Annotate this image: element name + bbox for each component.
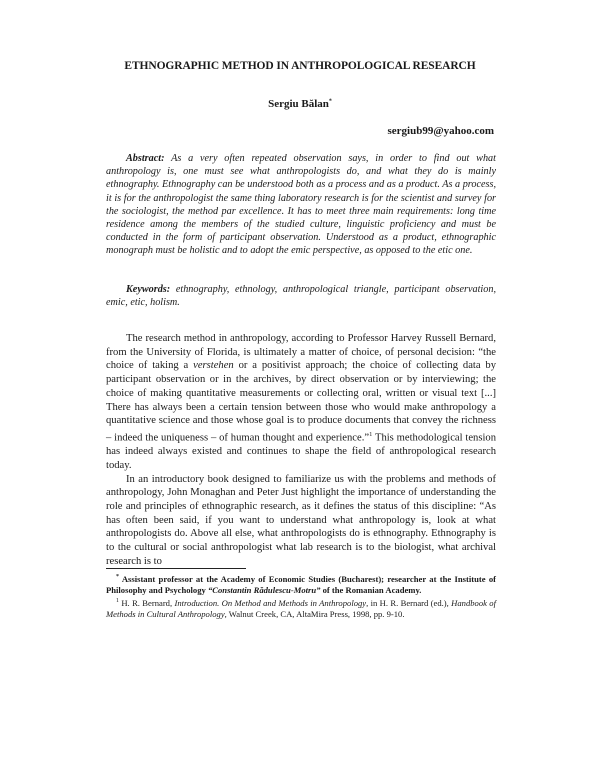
footnote-star-text-b: of the Romanian Academy. <box>320 584 422 595</box>
abstract <box>106 152 496 258</box>
author-line <box>100 98 500 110</box>
footnote-star-text-a: Assistant professor at the Academy of Economic Studies (Bucharest); researcher at the Institute of Philosophy and Psychology <box>106 573 496 595</box>
keywords-label: Keywords: <box>126 284 171 295</box>
para1-italic: verstehen <box>193 360 234 372</box>
body-text <box>106 332 496 568</box>
footnote-rule <box>106 568 246 569</box>
footnote-1-text-c: , Walnut Creek, CA, AltaMira Press, 1998, pp. 9-10. <box>224 609 405 620</box>
footnote-author <box>106 572 496 595</box>
footnote-1 <box>106 596 496 619</box>
keywords-text: ethnography, ethnology, anthropological triangle, participant observation, emic, etic, holism. <box>106 284 497 309</box>
author-email: sergiub99@yahoo.com <box>387 125 494 137</box>
footnote-1-italic-1: Introduction. On Method and Methods in Anthropology <box>174 598 367 609</box>
para1-text-b: or a positivist approach; the choice of collecting data by participant observation or in the archives, by direct observation or by interviewing; the choice of making quantitative measurements or collecting oral, written or visual text [...] There has always been a certain tension between those who would make anthropology a quantitative science and those whose goal is to produce documents that convey the richness – indeed the uniqueness – of human thought and experience.” <box>106 360 497 444</box>
keywords <box>106 283 496 309</box>
footnote-star-mark: * <box>116 574 119 580</box>
footnote-ref-1: 1 <box>369 430 373 438</box>
footnote-star-italic: “Constantin Rădulescu-Motru” <box>207 584 321 595</box>
abstract-text: As a very often repeated observation says, in order to find out what anthropology is, one must see what anthropologists do, and what they do is mainly ethnography. Ethnography can be understood both as a process and as a product. As a process, it is for the anthropologist the same thing laboratory research is for the scientist and survey for the sociologist, the method par excellence. It has to meet three main requirements: long time residence among the members of the studied culture, linguistic proficiency and must be conducted in the form of participant observation. Understood as a product, ethnographic monograph must be holistic and to adopt the emic perspective, as opposed to the etic one. <box>106 153 496 257</box>
footnote-1-italic-2: Handbook of Methods in Cultural Anthropology <box>106 598 496 620</box>
footnote-1-mark: 1 <box>116 598 119 605</box>
footnote-1-text-a: H. R. Bernard, <box>119 598 175 609</box>
paper-title: ETHNOGRAPHIC METHOD IN ANTHROPOLOGICAL RESEARCH <box>124 60 476 72</box>
author-footnote-mark: * <box>328 98 332 105</box>
body-paragraph-1 <box>106 332 496 473</box>
footnote-1-text-b: , in H. R. Bernard (ed.), <box>366 598 452 609</box>
footnotes <box>106 572 496 621</box>
para1-text-c: This methodological tension has indeed always existed and continues to shape the field of anthropological research today. <box>106 432 497 471</box>
abstract-label: Abstract: <box>126 153 165 164</box>
author-name: Sergiu Bălan <box>268 98 329 110</box>
body-paragraph-2: In an introductory book designed to familiarize us with the problems and methods of anthropology, John Monaghan and Peter Just highlight the importance of understanding the role and principles of ethnographic research, as it defines the status of this discipline: “As has often been said, if you want to understand what anthropology is, look at what anthropologists do. Above all else, what anthropologists do is ethnography. Ethnography is to the cultural or social anthropologist what lab research is to the biologist, what archival research is to <box>106 473 496 567</box>
para1-text-a: The research method in anthropology, according to Professor Harvey Russell Bernard, from the University of Florida, is ultimately a matter of choice, of personal decision: “the choice of taking a <box>106 333 496 372</box>
